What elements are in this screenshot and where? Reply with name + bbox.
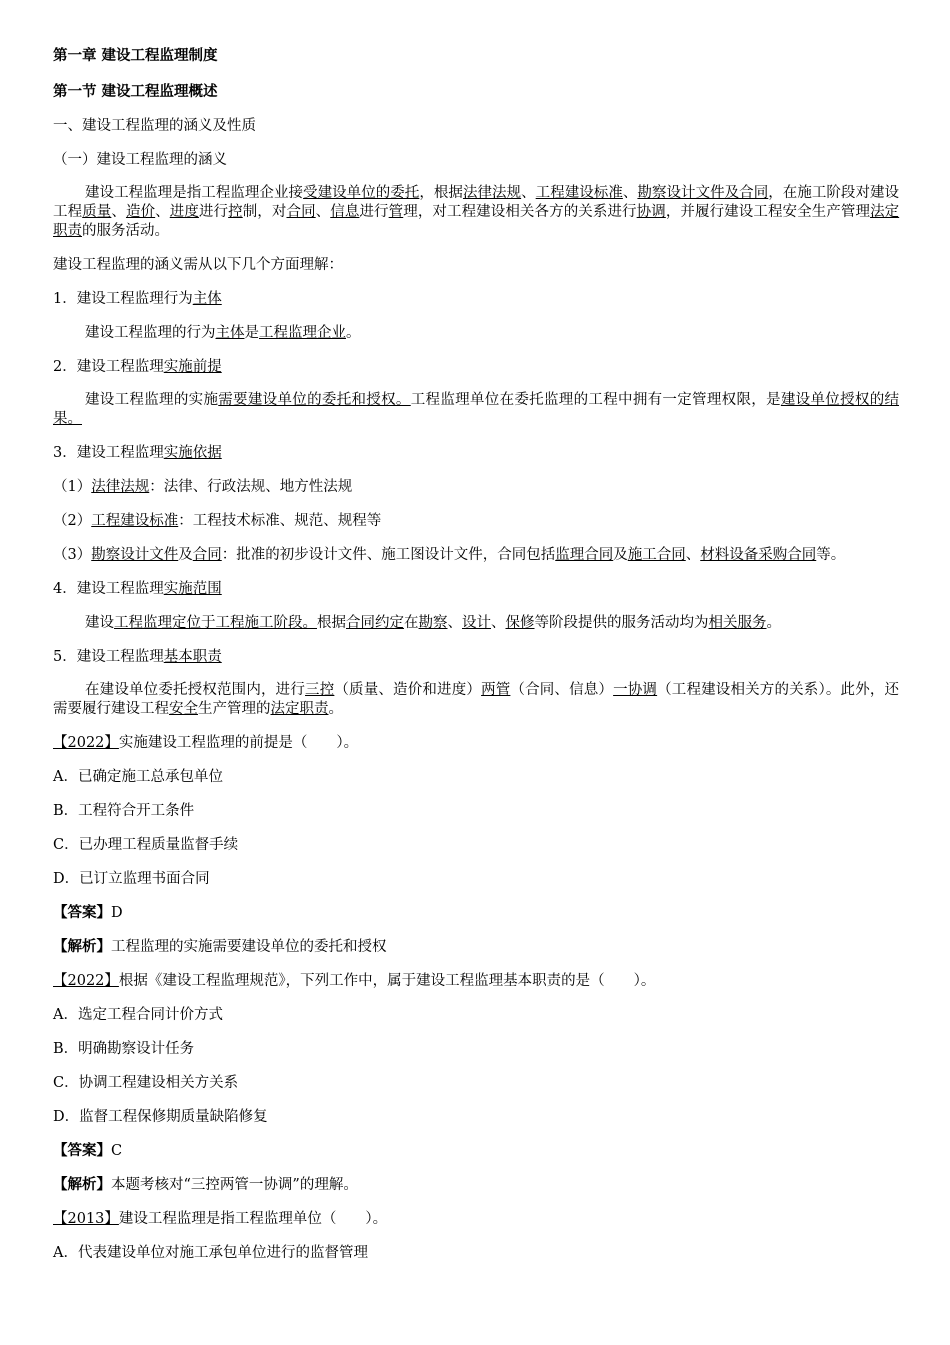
item-3-sub-3: （3）勘察设计文件及合同：批准的初步设计文件、施工图设计文件，合同包括监理合同及施工合同、材料设备采购合同等。 — [53, 547, 846, 563]
question-2-year: 【2022】 — [53, 973, 119, 989]
question-1-option-b: B．工程符合开工条件 — [53, 803, 195, 819]
subheading-1: （一）建设工程监理的涵义 — [53, 152, 227, 168]
question-2-option-c: C．协调工程建设相关方关系 — [53, 1075, 239, 1091]
item-3-sub-1: （1）法律法规：法律、行政法规、地方性法规 — [53, 479, 353, 495]
question-2-option-d: D．监督工程保修期质量缺陷修复 — [53, 1109, 268, 1125]
chapter-title: 第一章 建设工程监理制度 — [53, 47, 218, 64]
section-title: 第一节 建设工程监理概述 — [53, 83, 218, 100]
question-1-answer: 【答案】D — [53, 904, 123, 921]
question-1-option-a: A．已确定施工总承包单位 — [53, 769, 223, 785]
understanding-intro: 建设工程监理的涵义需从以下几个方面理解： — [53, 257, 343, 273]
item-5-body: 在建设单位委托授权范围内，进行三控（质量、造价和进度）两管（合同、信息）一协调（工程建设相关方的关系）。此外，还需要履行建设工程安全生产管理的法定职责。 — [53, 682, 900, 717]
question-2-analysis: 【解析】本题考核对“三控两管一协调”的理解。 — [53, 1176, 358, 1193]
question-1-analysis: 【解析】工程监理的实施需要建设单位的委托和授权 — [53, 938, 387, 955]
question-3-year: 【2013】 — [53, 1211, 119, 1227]
item-4-body: 建设工程监理定位于工程施工阶段。根据合同约定在勘察、设计、保修等阶段提供的服务活动均为相关服务。 — [85, 615, 781, 631]
question-2-option-a: A．选定工程合同计价方式 — [53, 1007, 223, 1023]
heading-1: 一、建设工程监理的涵义及性质 — [53, 118, 256, 134]
question-1-option-c: C．已办理工程质量监督手续 — [53, 837, 239, 853]
item-5-heading: 5．建设工程监理基本职责 — [53, 649, 222, 665]
question-2-answer: 【答案】C — [53, 1142, 123, 1159]
question-1-year: 【2022】 — [53, 735, 119, 751]
question-3-stem: 【2013】建设工程监理是指工程监理单位（ ）。 — [53, 1211, 388, 1227]
item-1-body: 建设工程监理的行为主体是工程监理企业。 — [85, 325, 361, 341]
question-3-option-a: A．代表建设单位对施工承包单位进行的监督管理 — [53, 1245, 368, 1261]
item-2-heading: 2．建设工程监理实施前提 — [53, 359, 222, 375]
definition-paragraph: 建设工程监理是指工程监理企业接受建设单位的委托，根据法律法规、工程建设标准、勘察设计文件及合同，在施工阶段对建设工程质量、造价、进度进行控制，对合同、信息进行管理，对工程建设相关各方的关系进行协调，并履行建设工程安全生产管理法定职责的服务活动。 — [53, 185, 900, 239]
item-3-heading: 3．建设工程监理实施依据 — [53, 445, 222, 461]
question-2-option-b: B．明确勘察设计任务 — [53, 1041, 195, 1057]
question-2-stem: 【2022】根据《建设工程监理规范》，下列工作中，属于建设工程监理基本职责的是（ ）。 — [53, 973, 656, 989]
item-2-body: 建设工程监理的实施需要建设单位的委托和授权。工程监理单位在委托监理的工程中拥有一定管理权限，是建设单位授权的结果。 — [53, 392, 900, 427]
item-3-sub-2: （2）工程建设标准：工程技术标准、规范、规程等 — [53, 513, 382, 529]
question-1-stem: 【2022】实施建设工程监理的前提是（ ）。 — [53, 735, 359, 751]
question-1-option-d: D．已订立监理书面合同 — [53, 871, 210, 887]
document-page — [53, 40, 899, 1263]
item-1-heading: 1．建设工程监理行为主体 — [53, 291, 222, 307]
item-4-heading: 4．建设工程监理实施范围 — [53, 581, 222, 597]
